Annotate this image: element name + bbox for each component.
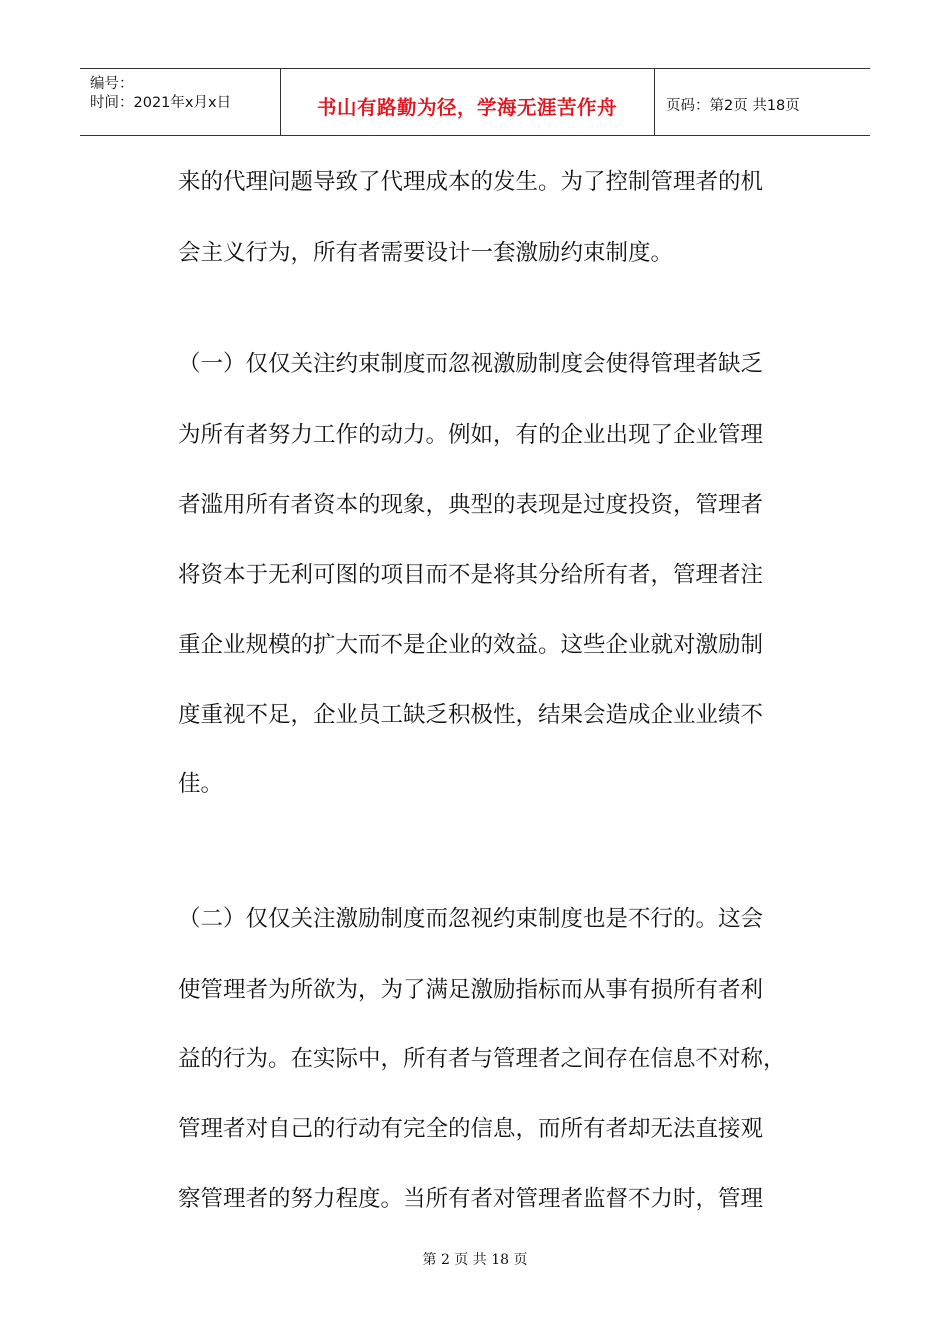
body-text-line: 为所有者努力工作的动力。例如，有的企业出现了企业管理	[178, 422, 764, 448]
body-text-line: 将资本于无利可图的项目而不是将其分给所有者，管理者注	[178, 562, 764, 588]
header-page-cell	[654, 69, 870, 135]
body-text-line: 者滥用所有者资本的现象，典型的表现是过度投资，管理者	[178, 492, 764, 518]
body-text-line: （一）仅仅关注约束制度而忽视激励制度会使得管理者缺乏	[178, 351, 764, 377]
page-footer: 第 2 页 共 18 页	[422, 1252, 528, 1268]
document-header	[80, 68, 870, 136]
body-text-line: 佳。	[178, 771, 224, 797]
body-text-line: 会主义行为，所有者需要设计一套激励约束制度。	[178, 240, 674, 266]
header-motto-cell	[280, 69, 655, 135]
header-page-info: 页码：第2页 共18页	[666, 98, 800, 114]
document-number-label: 编号：	[90, 76, 134, 92]
body-text-line: 度重视不足，企业员工缺乏积极性，结果会造成企业业绩不	[178, 702, 764, 728]
body-text-line: 使管理者为所欲为，为了满足激励指标而从事有损所有者利	[178, 977, 764, 1003]
header-motto: 书山有路勤为径，学海无涯苦作舟	[316, 96, 617, 119]
body-text-line: 益的行为。在实际中，所有者与管理者之间存在信息不对称，	[178, 1046, 786, 1072]
body-text-line: 来的代理问题导致了代理成本的发生。为了控制管理者的机	[178, 169, 764, 195]
body-text-line: 察管理者的努力程度。当所有者对管理者监督不力时，管理	[178, 1186, 764, 1212]
body-text-line: 重企业规模的扩大而不是企业的效益。这些企业就对激励制	[178, 632, 764, 658]
body-text-line: （二）仅仅关注激励制度而忽视约束制度也是不行的。这会	[178, 906, 764, 932]
header-meta-cell	[80, 69, 281, 135]
document-time-label: 时间：2021年x月x日	[90, 95, 232, 111]
body-text-line: 管理者对自己的行动有完全的信息，而所有者却无法直接观	[178, 1116, 764, 1142]
